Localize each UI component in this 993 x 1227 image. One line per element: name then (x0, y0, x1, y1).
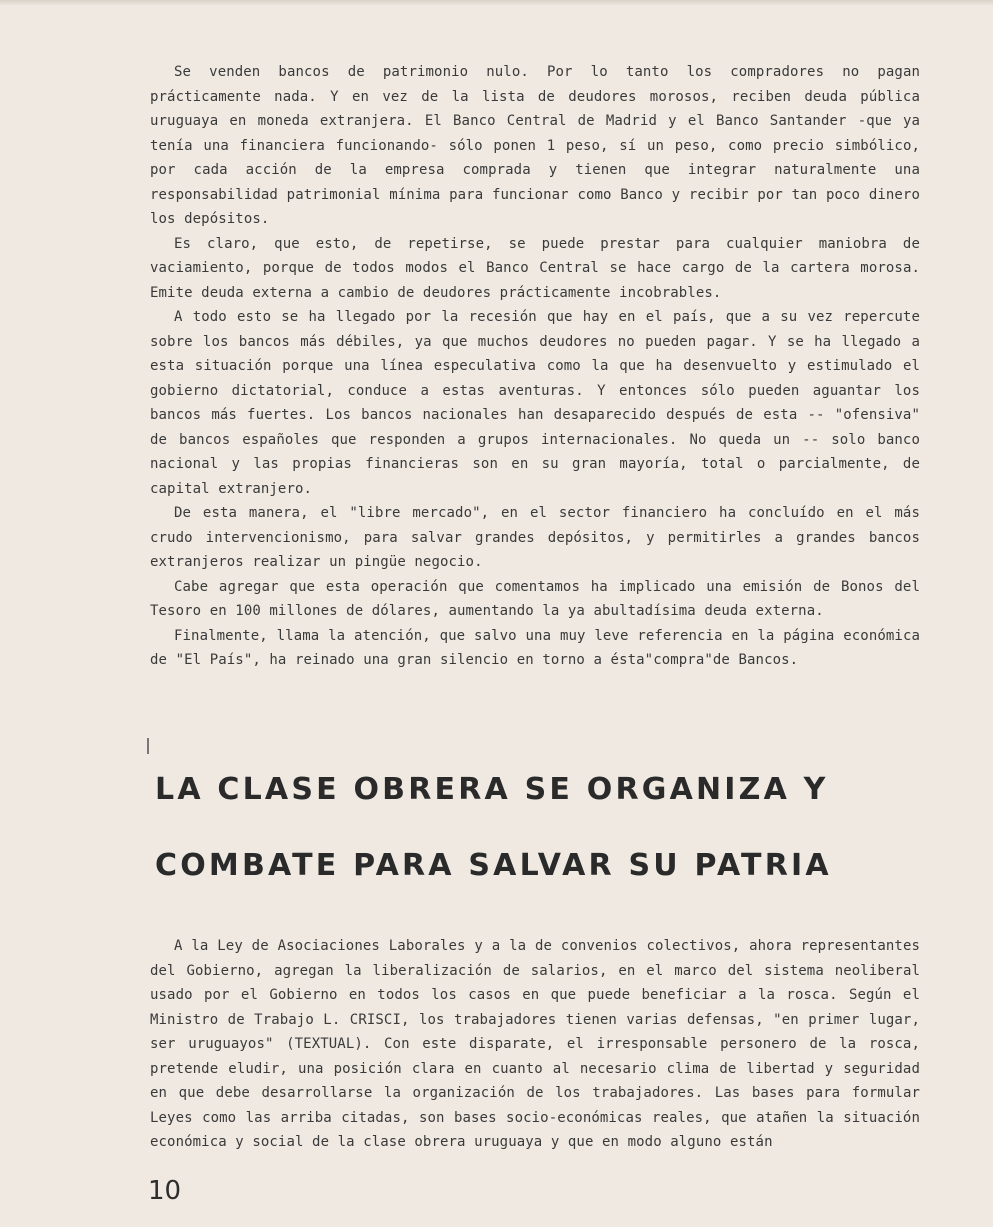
paragraph: Finalmente, llama la atención, que salvo una muy leve referencia en la página económica de "El País", ha reinado una gran silencio en torno a ésta"compra"de Bancos. (150, 627, 920, 668)
section-heading-line-1: LA CLASE OBRERA SE ORGANIZA Y (155, 772, 829, 807)
typed-section-top (150, 60, 920, 673)
paragraph: A la Ley de Asociaciones Laborales y a la de convenios colectivos, ahora representantes del Gobierno, agregan la liberalización de salarios, en el marco del sistema neoliberal usado por el Gobierno en todos los casos en que puede beneficiar a la rosca. Según el Ministro de Trabajo L. CRISCI, los trabajadores tienen varias defensas, "en primer lugar, ser uruguayos" (TEXTUAL). Con este disparate, el irresponsable personero de la rosca, pretende eludir, una posición clara en cuanto al necesario clima de libertad y seguridad en que debe desarrollarse la organización de los trabajadores. Las bases para formular Leyes como las arriba citadas, son bases socio-económicas reales, que atañen la situación económica y social de la clase obrera uruguaya y que en modo alguno están (150, 938, 920, 1150)
typed-section-bottom (150, 934, 920, 1155)
paragraph: Se venden bancos de patrimonio nulo. Por lo tanto los compradores no pagan prácticamente nada. Y en vez de la lista de deudores morosos, reciben deuda pública uruguaya en moneda extranjera. El Banco Central de Madrid y el Banco Santander -que ya tenía una financiera funcionando- sólo ponen 1 peso, sí un peso, como precio simbólico, por cada acción de la empresa comprada y tienen que integrar naturalmente una responsabilidad patrimonial mínima para funcionar como Banco y recibir por tan poco dinero los depósitos. (150, 64, 920, 227)
paragraph: A todo esto se ha llegado por la recesión que hay en el país, que a su vez repercute sobre los bancos más débiles, ya que muchos deudores no pueden pagar. Y se ha llegado a esta situación porque una línea especulativa como la que ha desenvuelto y estimulado el gobierno dictatorial, conduce a estas aventuras. Y entonces sólo pueden aguantar los bancos más fuertes. Los bancos nacionales han desaparecido después de esta -- "ofensiva" de bancos españoles que responden a grupos internacionales. No queda un -- solo banco nacional y las propias financieras son en su gran mayoría, total o parcialmente, de capital extranjero. (150, 309, 920, 497)
section-heading-line-2: COMBATE PARA SALVAR SU PATRIA (155, 848, 832, 883)
page-number: 10 (148, 1176, 182, 1206)
paragraph: Cabe agregar que esta operación que comentamos ha implicado una emisión de Bonos del Tesoro en 100 millones de dólares, aumentando la ya abultadísima deuda externa. (150, 578, 920, 619)
margin-mark (147, 738, 149, 754)
paragraph: De esta manera, el "libre mercado", en el sector financiero ha concluído en el más crudo intervencionismo, para salvar grandes depósitos, y permitirles a grandes bancos extranjeros realizar un pingüe negocio. (150, 505, 920, 570)
page-top-edge (0, 0, 993, 6)
paragraph: Es claro, que esto, de repetirse, se puede prestar para cualquier maniobra de vaciamiento, porque de todos modos el Banco Central se hace cargo de la cartera morosa. Emite deuda externa a cambio de deudores prácticamente incobrables. (150, 235, 920, 301)
